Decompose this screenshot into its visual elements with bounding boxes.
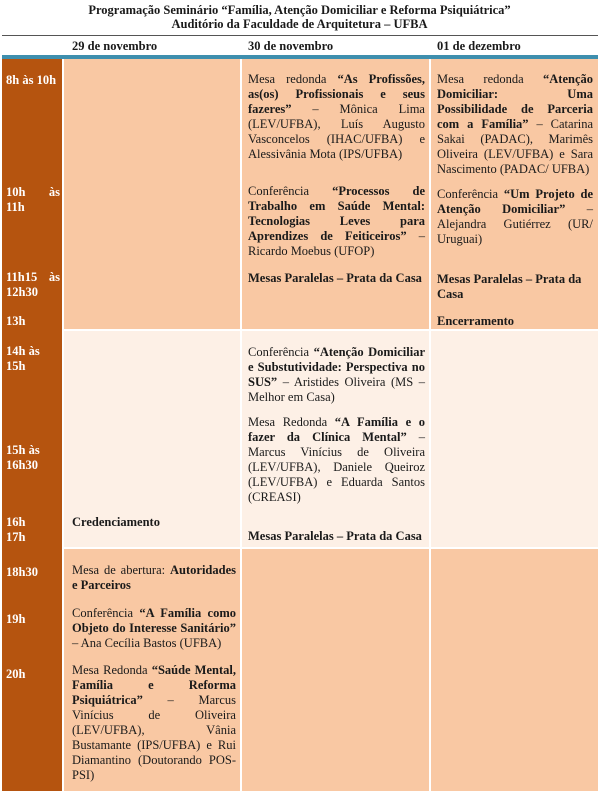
time-label: 15h às [6,443,40,457]
event-speakers: – Catarina Sakai (PADAC), Marimês Oliveira (LEV/UFBA) e Sara Nascimento (PADAC/ UFBA) [437,117,593,176]
time-label: 17h [6,530,26,544]
event-nov29-opening-table [72,563,236,593]
event-nov29-conference-family [72,606,236,651]
event-type: Conferência [437,187,504,201]
time-label: 14h às [6,344,40,358]
event-nov30-round-table-professions [248,72,425,162]
time-label: 10h às [6,185,60,199]
page-title: Programação Seminário “Família, Atenção Domiciliar e Reforma Psiquiátrica” [88,3,511,17]
event-type: Mesa redonda [248,72,338,86]
event-title: “Atenção Domiciliar: Uma Possibilidade de Parceria com a Família” [437,72,593,131]
cell-dec01-evening [430,548,598,791]
page-subtitle: Auditório da Faculdade de Arquitetura – UFBA [171,17,428,31]
time-label: 16h [6,515,26,529]
event-speakers: – Marcus Vinícius de Oliveira (LEV/UFBA), Daniele Queiroz (LEV/UFBA) e Eduarda Santos (CREASI) [248,430,426,504]
cell-nov29-morning [63,59,241,330]
event-type: Mesa Redonda [248,415,335,429]
event-dec01-closing: Encerramento [437,314,515,328]
event-nov30-conference-home-care [248,345,425,405]
column-divider [62,59,64,791]
event-dec01-conference-project [437,187,593,247]
event-type: Conferência [248,184,333,198]
event-title: “A Família como Objeto do Interesse Sanitário” [72,606,237,635]
column-header-dec01: 01 de dezembro [437,37,597,56]
event-type: Conferência [248,345,314,359]
column-divider [429,59,431,791]
row-divider [63,547,598,549]
event-nov29-registration: Credenciamento [72,515,160,529]
event-speakers: – Ricardo Moebus (UFOP) [248,229,425,258]
top-rule [2,35,598,36]
cell-dec01-afternoon [430,330,598,548]
event-type: Mesa Redonda [72,663,152,677]
event-nov30-round-table-family [248,415,425,505]
row-divider [63,329,598,331]
event-title: “A Família e o fazer da Clínica Mental” [248,415,425,444]
time-label: 16h30 [6,458,38,472]
event-nov30-conference-work-processes [248,184,425,259]
event-title: “As Profissões, as(os) Profissionais e seus fazeres” [248,72,425,116]
event-speakers: – Ana Cecília Bastos (UFBA) [72,636,222,650]
event-title: “Processos de Trabalho em Saúde Mental: Tecnologias Leves para Aprendizes de Feiticeiros” [248,184,425,243]
event-type: Conferência [72,606,140,620]
event-type: Mesa redonda [437,72,543,86]
time-label: 19h [6,612,26,626]
event-title: “Atenção Domiciliar e Substutividade: Perspectiva no SUS” [248,345,425,389]
column-divider [240,59,242,791]
cell-nov30-evening [241,548,430,791]
event-speakers: – Alejandra Gutiérrez (UR/ Uruguai) [437,202,594,246]
time-label: 11h15 às [6,270,60,284]
event-nov29-round-table-mental-health [72,663,236,783]
time-label: 11h [6,200,25,214]
time-label: 8h às 10h [6,73,57,87]
event-dec01-parallel-sessions: Mesas Paralelas – Prata da Casa [437,272,582,301]
event-title: “Um Projeto de Atenção Domiciliar” [437,187,593,216]
time-label: 13h [6,314,26,328]
column-header-nov30: 30 de novembro [248,37,428,56]
time-label: 15h [6,359,26,373]
event-type: Mesa de abertura: [72,563,171,577]
time-label: 20h [6,667,26,681]
event-speakers: – Aristides Oliveira (MS – Melhor em Casa) [248,375,425,404]
time-label: 12h30 [6,285,38,299]
column-header-nov29: 29 de novembro [72,37,242,56]
event-speakers: – Marcus Vinícius de Oliveira (LEV/UFBA), Vânia Bustamante (IPS/UFBA) e Rui Diamantino (Doutorando POS-PSI) [72,693,236,782]
event-nov30-parallel-sessions-afternoon: Mesas Paralelas – Prata da Casa [248,529,422,543]
event-nov30-parallel-sessions-morning: Mesas Paralelas – Prata da Casa [248,271,422,285]
event-title: “Saúde Mental, Família e Reforma Psiquiátrica” [72,663,236,707]
time-label: 18h30 [6,565,38,579]
event-title: Autoridades e Parceiros [72,563,236,592]
event-speakers: – Mônica Lima (LEV/UFBA), Luís Augusto Vasconcelos (IHAC/UFBA) e Alessivânia Mota (IPS/UFBA) [248,102,425,161]
event-dec01-round-table-home-care [437,72,593,177]
